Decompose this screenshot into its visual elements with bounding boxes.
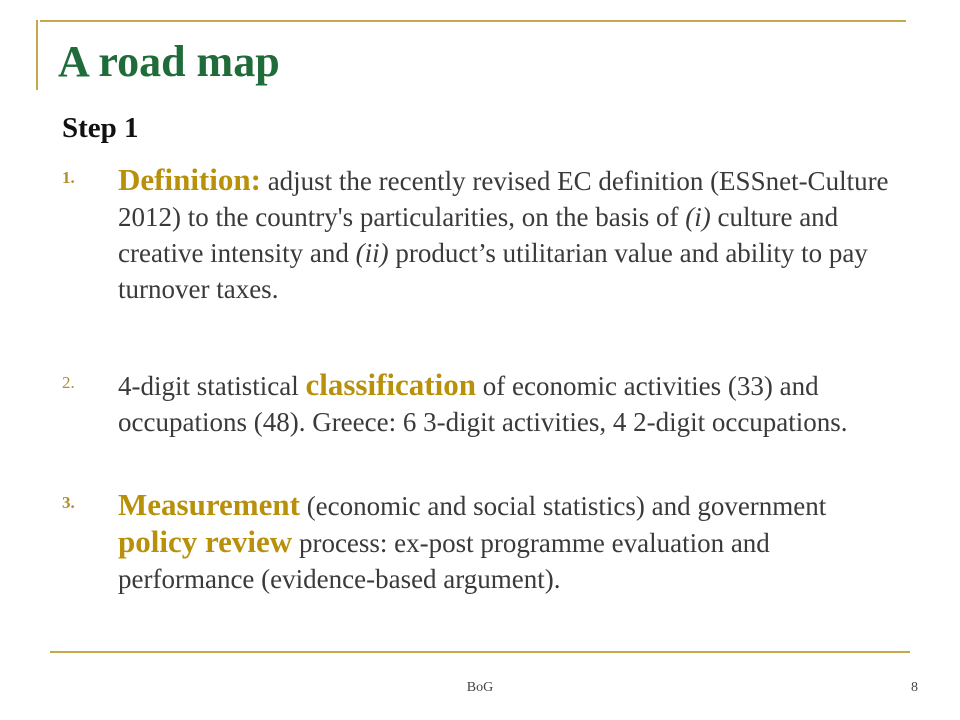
item-text-segment: of economic activities (33) and occupations (48). Greece: 6 3-digit activities, 4 2-digit occupations. xyxy=(118,371,848,437)
item-text-segment: adjust the recently revised EC definition (ESSnet-Culture 2012) to the country's particularities, on the basis of xyxy=(118,166,889,232)
item-highlight: Definition: xyxy=(118,162,261,197)
item-text-segment: 4-digit statistical xyxy=(118,371,306,401)
item-highlight: classification xyxy=(305,367,476,402)
item-number: 2. xyxy=(62,373,75,392)
left-accent-rule xyxy=(36,20,38,90)
list-item xyxy=(62,367,902,440)
bottom-rule xyxy=(50,651,910,653)
slide-subtitle: Step 1 xyxy=(62,112,139,144)
top-rule xyxy=(40,20,906,22)
slide-title: A road map xyxy=(58,37,280,86)
item-number: 1. xyxy=(62,168,75,187)
list-item xyxy=(62,162,902,307)
footer-label: BoG xyxy=(466,680,494,695)
item-emphasis: (i) xyxy=(685,202,711,232)
item-highlight: Measurement xyxy=(118,487,300,522)
item-emphasis: (ii) xyxy=(355,238,389,268)
item-text-segment: culture and creative intensity and xyxy=(118,202,839,268)
item-number: 3. xyxy=(62,493,75,512)
page-number: 8 xyxy=(911,680,918,695)
item-text-segment: product’s utilitarian value and ability to pay turnover taxes. xyxy=(118,238,868,304)
item-text xyxy=(118,162,902,307)
list-item xyxy=(62,487,902,597)
item-text-segment: (economic and social statistics) and government xyxy=(299,491,827,521)
item-text xyxy=(118,487,902,597)
item-highlight: policy review xyxy=(118,524,293,559)
item-text-segment: process: ex-post programme evaluation and performance (evidence-based argument). xyxy=(118,528,770,594)
item-text xyxy=(118,367,902,440)
